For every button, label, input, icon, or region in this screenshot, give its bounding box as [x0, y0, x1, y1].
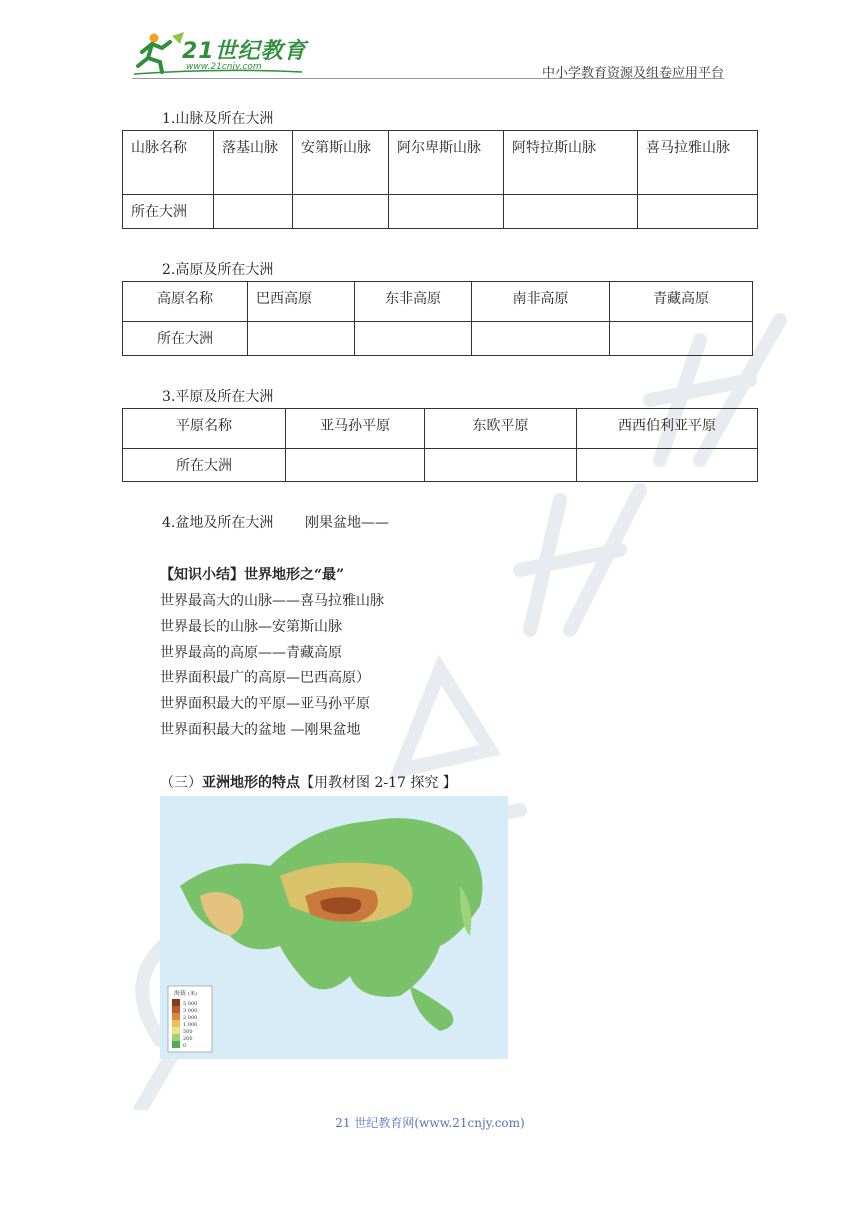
answer-cell[interactable] [504, 195, 638, 229]
plateaus-table [122, 281, 753, 356]
plateau-name-cell: 巴西高原 [248, 282, 355, 322]
table-header-cell: 平原名称 [123, 409, 286, 449]
answer-cell[interactable] [214, 195, 293, 229]
mountain-name-cell: 落基山脉 [214, 131, 293, 195]
answer-cell[interactable] [577, 449, 758, 482]
plateau-name-cell: 东非高原 [355, 282, 472, 322]
legend-value: 5 000 [183, 1001, 198, 1007]
header-divider [132, 78, 724, 79]
table-row-label: 所在大洲 [123, 322, 248, 356]
legend-value: 200 [183, 1036, 193, 1042]
summary-line: 世界最高大的山脉——喜马拉雅山脉 [160, 593, 384, 609]
basins-section-title: 4.盆地及所在大洲 [162, 515, 274, 531]
footer-text: 21 世纪教育网(www.21cnjy.com) [335, 1116, 525, 1130]
summary-line: 世界最长的山脉—安第斯山脉 [160, 619, 342, 635]
legend-value: 500 [183, 1029, 193, 1035]
mountain-name-cell: 阿特拉斯山脉 [504, 131, 638, 195]
summary-line: 世界面积最大的盆地 —刚果盆地 [160, 722, 361, 738]
legend-value: 2 000 [183, 1015, 198, 1021]
table-header-cell: 高原名称 [123, 282, 248, 322]
table-row-label: 所在大洲 [123, 449, 286, 482]
plateau-name-cell: 南非高原 [472, 282, 610, 322]
table-row [123, 131, 758, 195]
answer-cell[interactable] [425, 449, 577, 482]
mountains-section-title: 1.山脉及所在大洲 [162, 111, 274, 127]
answer-cell[interactable] [638, 195, 758, 229]
table-row [123, 282, 753, 322]
asia-heading-suffix: 【用教材图 2-17 探究 】 [300, 775, 457, 791]
answer-cell[interactable] [248, 322, 355, 356]
mountain-name-cell: 阿尔卑斯山脉 [389, 131, 504, 195]
asia-section-heading [160, 772, 457, 792]
table-row [123, 195, 758, 229]
legend-value: 3 000 [183, 1008, 198, 1014]
plain-name-cell: 西西伯利亚平原 [577, 409, 758, 449]
asia-heading-bold: 亚洲地形的特点 [202, 775, 300, 791]
plains-table [122, 408, 758, 482]
plain-name-cell: 东欧平原 [425, 409, 577, 449]
legend-value: 1 000 [183, 1022, 198, 1028]
plateaus-section-title: 2.高原及所在大洲 [162, 262, 274, 278]
answer-cell[interactable] [610, 322, 753, 356]
answer-cell[interactable] [286, 449, 425, 482]
plateau-name-cell: 青藏高原 [610, 282, 753, 322]
legend-value: 0 [183, 1043, 187, 1049]
legend-title: 海拔 [174, 990, 187, 997]
basin-item: 刚果盆地—— [305, 515, 389, 531]
mountains-table [122, 130, 758, 229]
answer-cell[interactable] [389, 195, 504, 229]
summary-heading: 【知识小结】世界地形之“最” [160, 567, 345, 583]
platform-name: 中小学教育资源及组卷应用平台 [541, 66, 724, 81]
answer-cell[interactable] [472, 322, 610, 356]
mountain-name-cell: 喜马拉雅山脉 [638, 131, 758, 195]
answer-cell[interactable] [355, 322, 472, 356]
table-row [123, 322, 753, 356]
table-row [123, 409, 758, 449]
summary-line: 世界面积最广的高原—巴西高原） [160, 670, 370, 686]
logo-title: 21世纪教育 [182, 39, 307, 64]
table-row [123, 449, 758, 482]
mountain-name-cell: 安第斯山脉 [293, 131, 389, 195]
table-header-cell: 山脉名称 [123, 131, 214, 195]
logo-url: www.21cnjy.com [186, 62, 262, 72]
plains-section-title: 3.平原及所在大洲 [162, 389, 274, 405]
legend-unit: (米) [188, 991, 197, 997]
summary-line: 世界面积最大的平原—亚马孙平原 [160, 696, 370, 712]
plain-name-cell: 亚马孙平原 [286, 409, 425, 449]
asia-heading-prefix: （三） [160, 775, 202, 791]
asia-terrain-map [160, 796, 508, 1059]
table-row-label: 所在大洲 [123, 195, 214, 229]
answer-cell[interactable] [293, 195, 389, 229]
summary-line: 世界最高的高原——青藏高原 [160, 645, 342, 661]
